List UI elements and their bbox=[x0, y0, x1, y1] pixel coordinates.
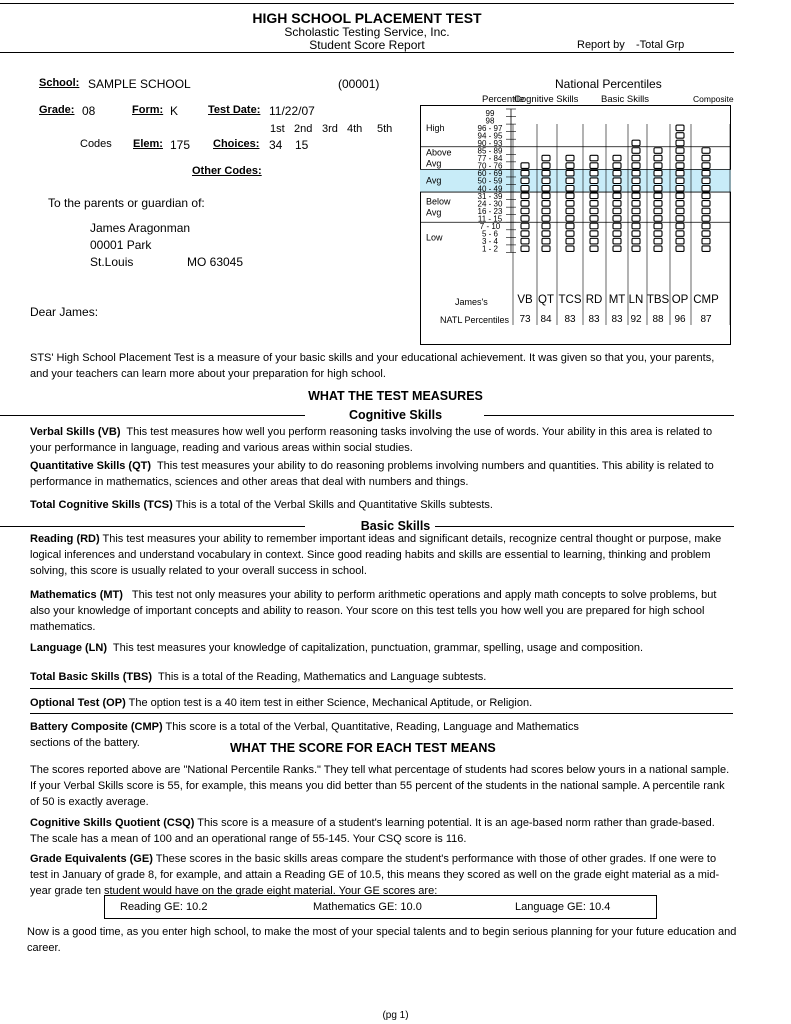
bar-segment-TBS bbox=[654, 238, 662, 244]
bar-segment-LN bbox=[632, 178, 640, 184]
bar-segment-TCS bbox=[566, 216, 574, 222]
bar-segment-TBS bbox=[654, 208, 662, 214]
company-name: Scholastic Testing Service, Inc. bbox=[284, 25, 450, 39]
bar-segment-CMP bbox=[702, 238, 710, 244]
grade-label: Grade: bbox=[39, 104, 75, 116]
value-label-CMP: 87 bbox=[700, 314, 712, 325]
bar-segment-OP bbox=[676, 223, 684, 229]
scale-label: 40 - 49 bbox=[477, 184, 503, 194]
scale-label: 31 - 39 bbox=[477, 191, 503, 201]
reading-ge: Reading GE: 10.2 bbox=[120, 901, 208, 913]
category-label-MT: MT bbox=[608, 294, 626, 306]
tbs-paragraph bbox=[30, 669, 733, 685]
scale-label: 24 - 30 bbox=[477, 199, 503, 209]
bar-segment-TCS bbox=[566, 170, 574, 176]
band-label: Above bbox=[426, 147, 452, 158]
bar-segment-VB bbox=[521, 163, 529, 169]
bar-segment-CMP bbox=[702, 216, 710, 222]
mt-label: Mathematics (MT) bbox=[30, 589, 123, 601]
tcs-label: Total Cognitive Skills (TCS) bbox=[30, 499, 173, 511]
chart-title: National Percentiles bbox=[555, 77, 662, 91]
tbs-text: This is a total of the Reading, Mathematics and Language subtests. bbox=[157, 671, 487, 683]
vb-label: Verbal Skills (VB) bbox=[30, 426, 121, 438]
bar-segment-RD bbox=[590, 193, 598, 199]
value-label-RD: 83 bbox=[588, 314, 600, 325]
bar-segment-OP bbox=[676, 238, 684, 244]
header-basic: Basic Skills bbox=[601, 94, 650, 105]
bar-segment-MT bbox=[613, 155, 621, 161]
scale-label: 70 - 76 bbox=[477, 161, 503, 171]
bar-segment-TBS bbox=[654, 223, 662, 229]
mt-text: This test not only measures your ability to perform arithmetic operations and apply math concepts to solve problems, but also your knowledge of important concepts and ability to reason. Your score on this test tells you how well you are prepared for high school mathematics. bbox=[30, 589, 717, 633]
bar-segment-OP bbox=[676, 133, 684, 139]
closing-paragraph: Now is a good time, as you enter high school, to make the most of your special talents and to begin serious planning for your future education and career. bbox=[27, 926, 737, 954]
tcs-paragraph bbox=[30, 497, 733, 513]
test-date-value: 11/22/07 bbox=[269, 104, 315, 118]
report-by-label: Report by bbox=[577, 39, 625, 51]
ge-text: These scores in the basic skills areas compare the student's performance with those of other grades. If one were to test in January of grade 8, for example, and attain a Reading GE of 10.5, this means they scored as well on the grade eight material as a mid-year grade ten student would have on the grade eight material. Your GE scores are: bbox=[30, 853, 720, 897]
bar-segment-MT bbox=[613, 201, 621, 207]
bar-segment-MT bbox=[613, 163, 621, 169]
greeting: Dear James: bbox=[30, 305, 99, 319]
bar-segment-TCS bbox=[566, 193, 574, 199]
ge-scores-box bbox=[104, 895, 657, 919]
choice-header-4: 4th bbox=[347, 123, 363, 135]
choice-header-5: 5th bbox=[377, 123, 393, 135]
tcs-text: This is a total of the Verbal Skills and Quantitative Skills subtests. bbox=[175, 499, 493, 511]
basic-title: Basic Skills bbox=[360, 519, 431, 533]
bar-segment-QT bbox=[542, 155, 550, 161]
bar-segment-OP bbox=[676, 170, 684, 176]
qt-paragraph bbox=[30, 458, 733, 490]
bar-segment-RD bbox=[590, 186, 598, 192]
bar-segment-VB bbox=[521, 208, 529, 214]
rd-label: Reading (RD) bbox=[30, 533, 100, 545]
bar-segment-LN bbox=[632, 238, 640, 244]
cmp-text: This score is a total of the Verbal, Quantitative, Reading, Language and Mathematics sections of the battery. bbox=[30, 721, 579, 749]
bar-segment-MT bbox=[613, 178, 621, 184]
bar-segment-TCS bbox=[566, 186, 574, 192]
value-label-QT: 84 bbox=[540, 314, 552, 325]
scale-label: 11 - 15 bbox=[477, 214, 503, 224]
scale-label: 98 bbox=[485, 116, 495, 126]
bar-segment-CMP bbox=[702, 148, 710, 154]
bar-segment-OP bbox=[676, 208, 684, 214]
scale-label: 77 - 84 bbox=[477, 154, 503, 164]
other-codes-label: Other Codes: bbox=[192, 165, 262, 177]
bar-segment-LN bbox=[632, 170, 640, 176]
bar-segment-MT bbox=[613, 208, 621, 214]
bar-segment-TCS bbox=[566, 231, 574, 237]
bar-segment-OP bbox=[676, 140, 684, 146]
bar-segment-VB bbox=[521, 238, 529, 244]
bar-segment-TCS bbox=[566, 201, 574, 207]
bar-segment-CMP bbox=[702, 155, 710, 161]
scale-label: 94 - 95 bbox=[477, 131, 503, 141]
bar-segment-MT bbox=[613, 238, 621, 244]
op-label: Optional Test (OP) bbox=[30, 697, 126, 709]
bar-segment-TCS bbox=[566, 178, 574, 184]
band-label: Avg bbox=[426, 158, 442, 169]
measures-title: WHAT THE TEST MEASURES bbox=[308, 389, 483, 403]
report-title: HIGH SCHOOL PLACEMENT TEST bbox=[252, 10, 482, 26]
bar-segment-TBS bbox=[654, 216, 662, 222]
bar-segment-LN bbox=[632, 201, 640, 207]
bar-segment-RD bbox=[590, 163, 598, 169]
percentile-chart bbox=[420, 105, 731, 345]
bar-segment-QT bbox=[542, 170, 550, 176]
page-number: (pg 1) bbox=[382, 1010, 409, 1021]
report-subtitle: Student Score Report bbox=[309, 38, 425, 52]
ln-text: This test measures your knowledge of capitalization, punctuation, grammar, spelling, usage and composition. bbox=[112, 642, 644, 654]
vb-text: This test measures how well you perform reasoning tasks involving the use of words. Your ability in this area is related to your performance in language, reading and various areas within social studies. bbox=[30, 426, 713, 454]
category-label-RD: RD bbox=[585, 294, 603, 306]
band-label: High bbox=[426, 122, 445, 133]
bar-segment-RD bbox=[590, 178, 598, 184]
bar-segment-TCS bbox=[566, 223, 574, 229]
bar-segment-CMP bbox=[702, 246, 710, 252]
bar-segment-QT bbox=[542, 193, 550, 199]
bar-segment-LN bbox=[632, 246, 640, 252]
meaning-title: WHAT THE SCORE FOR EACH TEST MEANS bbox=[230, 741, 496, 755]
ge-label: Grade Equivalents (GE) bbox=[30, 853, 153, 865]
form-value: K bbox=[170, 104, 179, 118]
row-label: James's bbox=[455, 297, 488, 307]
elem-label: Elem: bbox=[133, 138, 163, 150]
bar-segment-OP bbox=[676, 178, 684, 184]
bar-segment-RD bbox=[590, 170, 598, 176]
value-label-LN: 92 bbox=[630, 314, 642, 325]
bar-segment-LN bbox=[632, 155, 640, 161]
choice-header-1: 1st bbox=[270, 123, 285, 135]
rd-text: This test measures your ability to remember important ideas and significant details, recognize central thought or purpose, make logical inferences and understand vocabulary in context. Since good reading habits and skills are essential to learning, thinking and problem solving, this score is usually related to your overall success in school. bbox=[30, 533, 722, 577]
bar-segment-CMP bbox=[702, 208, 710, 214]
math-ge: Mathematics GE: 10.0 bbox=[313, 901, 422, 913]
band-label: Avg bbox=[426, 175, 442, 186]
header-composite: Composite bbox=[693, 94, 734, 104]
bar-segment-LN bbox=[632, 231, 640, 237]
bar-segment-TBS bbox=[654, 170, 662, 176]
bar-segment-RD bbox=[590, 246, 598, 252]
bar-segment-TCS bbox=[566, 246, 574, 252]
bar-segment-QT bbox=[542, 208, 550, 214]
op-text: The option test is a 40 item test in either Science, Mechanical Aptitude, or Religion. bbox=[128, 697, 533, 709]
bar-segment-LN bbox=[632, 193, 640, 199]
bar-segment-VB bbox=[521, 201, 529, 207]
bar-segment-VB bbox=[521, 231, 529, 237]
student-name: James Aragonman bbox=[90, 221, 191, 235]
bar-segment-QT bbox=[542, 178, 550, 184]
band-label: Below bbox=[426, 196, 451, 207]
bar-segment-VB bbox=[521, 246, 529, 252]
bar-segment-TCS bbox=[566, 208, 574, 214]
school-name: SAMPLE SCHOOL bbox=[88, 77, 191, 91]
report-group: -Total Grp bbox=[636, 39, 685, 51]
bar-segment-VB bbox=[521, 223, 529, 229]
bar-segment-VB bbox=[521, 216, 529, 222]
scale-label: 99 bbox=[485, 108, 495, 118]
bar-segment-QT bbox=[542, 231, 550, 237]
bar-segment-QT bbox=[542, 201, 550, 207]
bar-segment-OP bbox=[676, 163, 684, 169]
scale-label: 50 - 59 bbox=[477, 176, 503, 186]
bar-segment-QT bbox=[542, 223, 550, 229]
tbs-rule bbox=[30, 688, 733, 689]
bar-segment-OP bbox=[676, 246, 684, 252]
bar-segment-RD bbox=[590, 216, 598, 222]
tbs-label: Total Basic Skills (TBS) bbox=[30, 671, 153, 683]
header-cognitive: Cognitive Skills bbox=[514, 94, 579, 105]
bar-segment-TBS bbox=[654, 178, 662, 184]
bar-segment-TBS bbox=[654, 231, 662, 237]
bar-segment-TBS bbox=[654, 246, 662, 252]
bar-segment-TCS bbox=[566, 238, 574, 244]
bar-segment-TBS bbox=[654, 155, 662, 161]
bar-segment-MT bbox=[613, 231, 621, 237]
scale-label: 85 - 89 bbox=[477, 146, 503, 156]
scale-label: 3 - 4 bbox=[481, 237, 499, 247]
bar-segment-MT bbox=[613, 170, 621, 176]
rd-paragraph bbox=[30, 531, 733, 579]
bar-segment-CMP bbox=[702, 231, 710, 237]
bar-segment-RD bbox=[590, 208, 598, 214]
bar-segment-OP bbox=[676, 231, 684, 237]
school-label: School: bbox=[39, 77, 80, 89]
to-parents-text: To the parents or guardian of: bbox=[48, 196, 205, 210]
bar-segment-QT bbox=[542, 216, 550, 222]
value-label-VB: 73 bbox=[519, 314, 531, 325]
category-label-LN: LN bbox=[628, 294, 644, 306]
qt-label: Quantitative Skills (QT) bbox=[30, 460, 152, 472]
choice-value-2: 15 bbox=[295, 138, 309, 152]
choice-header-2: 2nd bbox=[294, 123, 313, 135]
bar-segment-TBS bbox=[654, 201, 662, 207]
bar-segment-LN bbox=[632, 140, 640, 146]
bar-segment-OP bbox=[676, 155, 684, 161]
category-label-TBS: TBS bbox=[646, 294, 670, 306]
scale-label: 1 - 2 bbox=[481, 244, 499, 254]
bar-segment-OP bbox=[676, 201, 684, 207]
bar-segment-OP bbox=[676, 216, 684, 222]
address-city: St.Louis bbox=[90, 255, 134, 269]
bar-segment-TCS bbox=[566, 163, 574, 169]
scale-label: 7 - 10 bbox=[479, 222, 501, 231]
test-date-label: Test Date: bbox=[208, 104, 261, 116]
value-label-OP: 96 bbox=[674, 314, 686, 325]
bar-segment-OP bbox=[676, 148, 684, 154]
bar-segment-OP bbox=[676, 125, 684, 131]
bar-segment-QT bbox=[542, 238, 550, 244]
bar-segment-LN bbox=[632, 186, 640, 192]
bar-segment-VB bbox=[521, 193, 529, 199]
scale-label: 16 - 23 bbox=[477, 206, 503, 216]
bar-segment-MT bbox=[613, 223, 621, 229]
bar-segment-VB bbox=[521, 186, 529, 192]
intro-paragraph: STS' High School Placement Test is a measure of your basic skills and your educational achievement. It was given so that you, your parents, and your teachers can learn more about your preparation for high school. bbox=[30, 352, 715, 380]
elem-value: 175 bbox=[170, 138, 191, 152]
bar-segment-TBS bbox=[654, 148, 662, 154]
bar-segment-RD bbox=[590, 231, 598, 237]
scale-label: 5 - 6 bbox=[481, 229, 499, 239]
band-label: Avg bbox=[426, 207, 442, 218]
form-label: Form: bbox=[132, 104, 164, 116]
category-label-CMP: CMP bbox=[693, 294, 719, 306]
choices-label: Choices: bbox=[213, 138, 260, 150]
value-label-MT: 83 bbox=[611, 314, 623, 325]
bar-segment-TBS bbox=[654, 186, 662, 192]
ge-paragraph bbox=[30, 851, 733, 899]
cmp-label: Battery Composite (CMP) bbox=[30, 721, 163, 733]
mt-paragraph bbox=[30, 587, 733, 635]
csq-label: Cognitive Skills Quotient (CSQ) bbox=[30, 817, 195, 829]
address-line1: 00001 Park bbox=[90, 238, 152, 252]
bar-segment-CMP bbox=[702, 223, 710, 229]
bar-segment-MT bbox=[613, 186, 621, 192]
bar-segment-RD bbox=[590, 201, 598, 207]
bar-segment-RD bbox=[590, 223, 598, 229]
scale-label: 90 - 93 bbox=[477, 138, 503, 148]
bar-segment-QT bbox=[542, 246, 550, 252]
header-percentile: Percentile bbox=[482, 94, 525, 105]
op-rule bbox=[30, 713, 733, 714]
bar-segment-TBS bbox=[654, 193, 662, 199]
bar-segment-OP bbox=[676, 186, 684, 192]
ln-paragraph bbox=[30, 640, 733, 656]
bar-segment-LN bbox=[632, 223, 640, 229]
top-rule bbox=[0, 3, 734, 4]
category-label-QT: QT bbox=[538, 294, 554, 306]
qt-text: This test measures your ability to do reasoning problems involving numbers and quantities. This ability is related to performance in mathematics, sciences and other areas that deal with numbers and things. bbox=[30, 460, 714, 488]
bar-segment-CMP bbox=[702, 186, 710, 192]
csq-text: This score is a measure of a student's learning potential. It is an age-based norm rather than grade-based. The scale has a mean of 100 and an operational range of 55-145. Your CSQ score is 116. bbox=[30, 817, 715, 845]
bar-segment-MT bbox=[613, 193, 621, 199]
bar-segment-QT bbox=[542, 186, 550, 192]
bar-segment-TCS bbox=[566, 155, 574, 161]
codes-label: Codes bbox=[80, 138, 112, 150]
grade-value: 08 bbox=[82, 104, 96, 118]
language-ge: Language GE: 10.4 bbox=[515, 901, 611, 913]
scale-label: 96 - 97 bbox=[477, 123, 503, 133]
category-label-TCS: TCS bbox=[558, 294, 582, 306]
value-label-TCS: 83 bbox=[564, 314, 576, 325]
value-label-TBS: 88 bbox=[652, 314, 664, 325]
bar-segment-CMP bbox=[702, 178, 710, 184]
bar-segment-OP bbox=[676, 193, 684, 199]
bar-segment-VB bbox=[521, 178, 529, 184]
basic-rule-right bbox=[435, 526, 734, 527]
csq-paragraph bbox=[30, 815, 733, 847]
school-code: (00001) bbox=[338, 77, 380, 91]
category-label-VB: VB bbox=[517, 294, 533, 306]
cognitive-rule-right bbox=[484, 415, 734, 416]
bar-segment-CMP bbox=[702, 170, 710, 176]
choice-value-1: 34 bbox=[269, 138, 283, 152]
ln-label: Language (LN) bbox=[30, 642, 107, 654]
bar-segment-TBS bbox=[654, 163, 662, 169]
address-state-zip: MO 63045 bbox=[187, 255, 244, 269]
bar-segment-MT bbox=[613, 246, 621, 252]
bar-segment-LN bbox=[632, 148, 640, 154]
bar-segment-CMP bbox=[702, 193, 710, 199]
bar-segment-CMP bbox=[702, 201, 710, 207]
row-label-percentiles: NATL Percentiles bbox=[440, 315, 510, 325]
bar-segment-MT bbox=[613, 216, 621, 222]
op-paragraph bbox=[30, 695, 733, 711]
bar-segment-LN bbox=[632, 163, 640, 169]
bar-segment-LN bbox=[632, 208, 640, 214]
category-label-OP: OP bbox=[671, 294, 689, 306]
bar-segment-VB bbox=[521, 170, 529, 176]
bar-segment-LN bbox=[632, 216, 640, 222]
header-rule bbox=[0, 52, 734, 53]
choice-header-3: 3rd bbox=[322, 123, 338, 135]
band-label: Low bbox=[426, 232, 443, 243]
npr-paragraph: The scores reported above are "National Percentile Ranks." They tell what percentage of students had scores below yours in a national sample. If your Verbal Skills score is 55, for example, this means you did better than 55 percent of the students in the national sample. A percentile rank of 50 is exactly average. bbox=[30, 764, 730, 808]
cognitive-title: Cognitive Skills bbox=[348, 408, 443, 422]
bar-segment-RD bbox=[590, 155, 598, 161]
bar-segment-CMP bbox=[702, 163, 710, 169]
scale-label: 60 - 69 bbox=[477, 169, 503, 179]
bar-segment-RD bbox=[590, 238, 598, 244]
vb-paragraph bbox=[30, 424, 733, 456]
bar-segment-QT bbox=[542, 163, 550, 169]
